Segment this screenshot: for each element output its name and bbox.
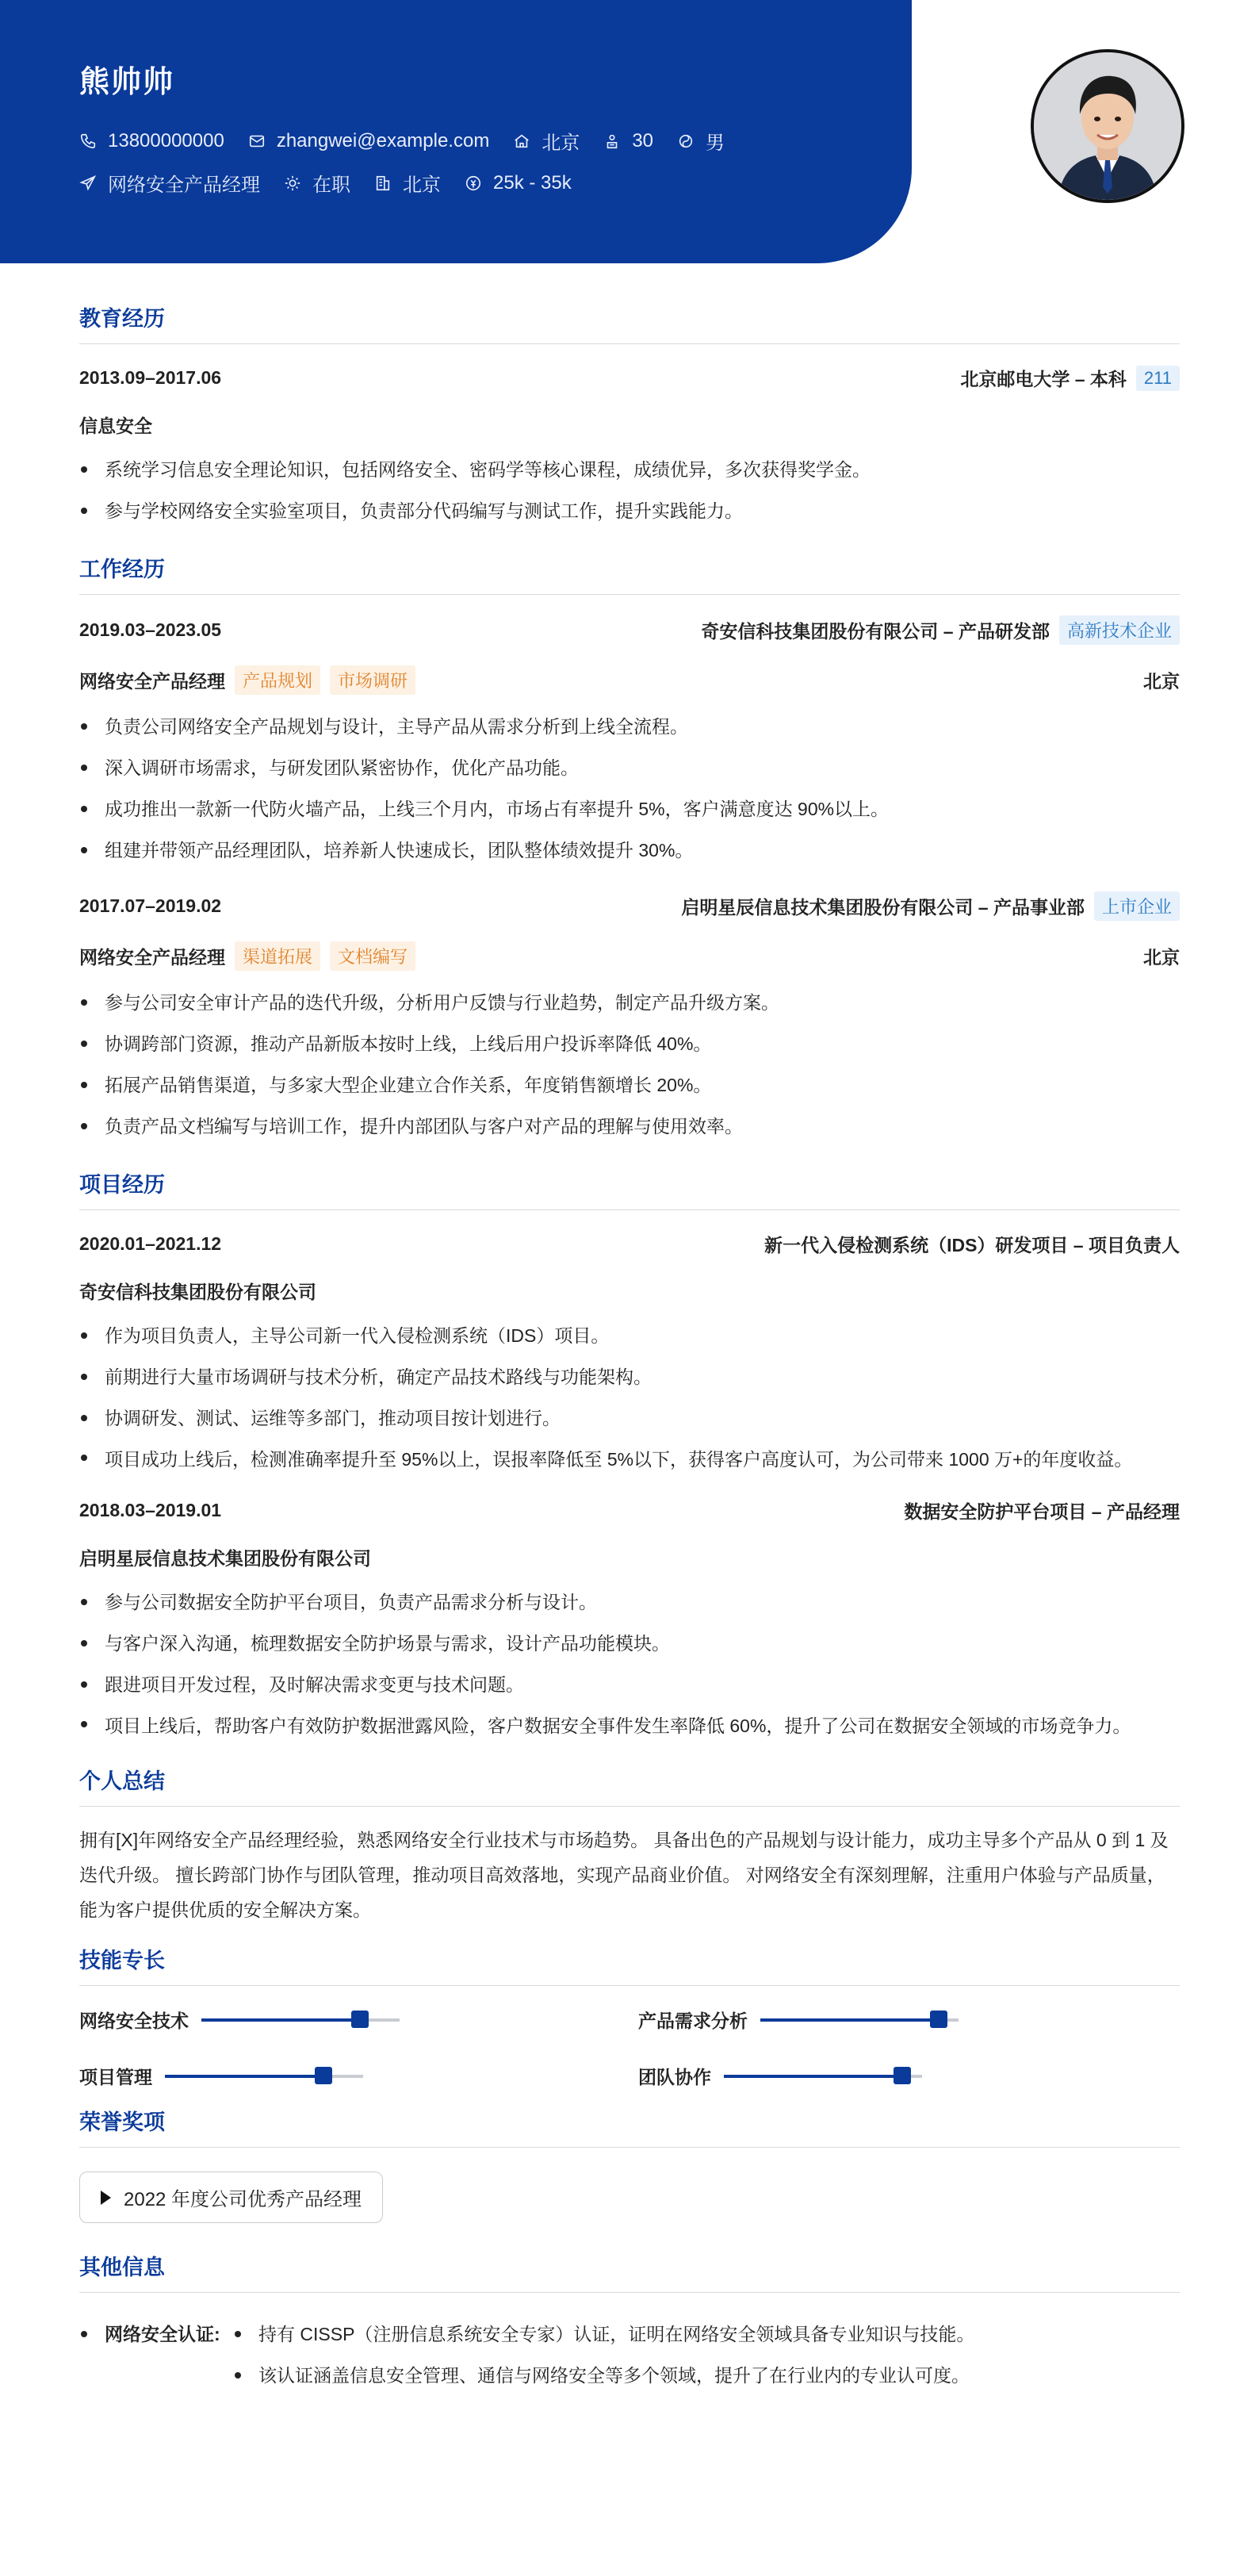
project-header-row	[79, 1497, 1180, 1524]
list-item: 前期进行大量市场调研与技术分析，确定产品技术路线与功能架构。	[105, 1356, 1180, 1397]
company-tag-badge: 上市企业	[1094, 891, 1180, 921]
list-item: 参与学校网络安全实验室项目，负责部分代码编写与测试工作，提升实践能力。	[105, 490, 1180, 531]
skill-bar	[724, 2075, 922, 2078]
education-section	[79, 301, 1180, 531]
project-company: 奇安信科技集团股份有限公司	[79, 1282, 316, 1302]
avatar	[1031, 49, 1184, 203]
work-city: 北京	[1143, 671, 1180, 692]
status-item	[284, 169, 350, 197]
project-name: 数据安全防护平台项目 – 产品经理	[904, 1501, 1180, 1522]
list-item: 参与公司安全审计产品的迭代升级，分析用户反馈与行业趋势，制定产品升级方案。	[105, 982, 1180, 1023]
skill-bar-knob	[315, 2067, 332, 2084]
work-header-row	[79, 891, 1180, 921]
work-bullets	[79, 706, 1180, 871]
awards-section	[79, 2105, 1180, 2234]
list-item: 与客户深入沟通，梳理数据安全防护场景与需求，设计产品功能模块。	[105, 1623, 1180, 1664]
gender-item	[677, 127, 725, 155]
education-header-row	[79, 365, 1180, 391]
work-bullets	[79, 982, 1180, 1147]
skill-item	[79, 2007, 638, 2033]
skill-bar-fill	[724, 2075, 902, 2078]
skill-item	[79, 2063, 638, 2089]
skill-item	[638, 2007, 1180, 2033]
skills-section	[79, 1943, 1180, 2089]
skill-name: 团队协作	[638, 2067, 711, 2087]
section-title-awards: 荣誉奖项	[79, 2105, 1180, 2148]
role-tag-badge: 渠道拓展	[235, 941, 320, 971]
list-item: 项目成功上线后，检测准确率提升至 95%以上，误报率降低至 5%以下，获得客户高度认可，为公司带来 1000 万+的年度收益。	[105, 1439, 1180, 1477]
send-icon	[79, 174, 97, 192]
other-section	[79, 2250, 1180, 2396]
work-role: 网络安全产品经理	[79, 671, 225, 692]
status-text: 在职	[312, 174, 350, 196]
list-item: 项目上线后，帮助客户有效防护数据泄露风险，客户数据安全事件发生率降低 60%，提升了公司在数据安全领域的市场竞争力。	[105, 1705, 1180, 1743]
education-school-group	[960, 365, 1180, 391]
skill-bar	[165, 2075, 363, 2078]
skills-grid	[79, 2007, 1180, 2089]
list-item: 成功推出一款新一代防火墙产品，上线三个月内，市场占有率提升 5%，客户满意度达 90%以上。	[105, 788, 1180, 830]
company-tag-badge: 高新技术企业	[1059, 615, 1180, 645]
age-text: 30	[632, 129, 654, 151]
header-banner	[0, 0, 912, 263]
section-title-summary: 个人总结	[79, 1764, 1180, 1807]
list-item: 参与公司数据安全防护平台项目，负责产品需求分析与设计。	[105, 1581, 1180, 1623]
list-item: 系统学习信息安全理论知识，包括网络安全、密码学等核心课程，成绩优异，多次获得奖学金。	[105, 449, 1180, 490]
work-date: 2019.03–2023.05	[79, 619, 222, 640]
email-item	[248, 130, 490, 152]
location-item	[513, 127, 580, 155]
summary-text: 拥有[X]年网络安全产品经理经验，熟悉网络安全行业技术与市场趋势。 具备出色的产品规划与设计能力，成功主导多个产品从 0 到 1 及迭代升级。 擅长跨部门协作与团队管理，推动项目高效落地，实现产品商业价值。 对网络安全有深刻理解，注重用户体验与产品质量，能为客户提供优质的安全解决方案。	[79, 1830, 1169, 1920]
city-text: 北京	[403, 174, 441, 196]
list-item: 作为项目负责人，主导公司新一代入侵检测系统（IDS）项目。	[105, 1315, 1180, 1356]
job-intent-row	[79, 169, 595, 197]
building-icon	[374, 174, 392, 192]
education-major-row	[79, 412, 1180, 438]
skill-bar	[201, 2018, 400, 2022]
section-title-other: 其他信息	[79, 2250, 1180, 2293]
project-bullets	[79, 1581, 1180, 1743]
other-key: 网络安全认证:	[79, 2313, 230, 2396]
education-date: 2013.09–2017.06	[79, 367, 222, 388]
work-role-group	[79, 941, 415, 971]
project-entry	[79, 1231, 1180, 1477]
other-info	[79, 2313, 1180, 2396]
list-item: 持有 CISSP（注册信息系统安全专家）认证，证明在网络安全领域具备专业知识与技能。	[258, 2313, 974, 2355]
project-company-row	[79, 1278, 1180, 1304]
project-bullets	[79, 1315, 1180, 1477]
list-item: 该认证涵盖信息安全管理、通信与网络安全等多个领域，提升了在行业内的专业认可度。	[258, 2355, 974, 2396]
project-date: 2018.03–2019.01	[79, 1500, 222, 1520]
school-tag-badge: 211	[1136, 366, 1180, 391]
education-entry	[79, 365, 1180, 531]
award-item[interactable]	[79, 2172, 383, 2223]
email-text: zhangwei@example.com	[276, 129, 490, 151]
job-item	[79, 169, 260, 197]
phone-icon	[79, 132, 97, 150]
skill-bar-fill	[165, 2075, 323, 2078]
work-section	[79, 552, 1180, 1147]
work-company-group	[681, 891, 1180, 921]
work-company-group	[701, 615, 1180, 645]
work-company: 奇安信科技集团股份有限公司 – 产品研发部	[701, 621, 1050, 642]
skill-name: 网络安全技术	[79, 2011, 189, 2031]
education-school: 北京邮电大学 – 本科	[960, 369, 1127, 389]
gender-text: 男	[706, 132, 725, 154]
section-title-projects: 项目经历	[79, 1167, 1180, 1210]
list-item: 拓展产品销售渠道，与多家大型企业建立合作关系，年度销售额增长 20%。	[105, 1064, 1180, 1106]
salary-text: 25k - 35k	[493, 171, 572, 194]
work-header-row	[79, 615, 1180, 645]
mail-icon	[248, 132, 266, 150]
skill-bar-fill	[201, 2018, 360, 2022]
list-item: 协调跨部门资源，推动产品新版本按时上线，上线后用户投诉率降低 40%。	[105, 1023, 1180, 1064]
skill-bar-knob	[351, 2011, 369, 2028]
city-item	[374, 169, 441, 197]
user-icon	[603, 132, 621, 150]
project-company-row	[79, 1544, 1180, 1570]
project-company: 启明星辰信息技术集团股份有限公司	[79, 1548, 371, 1569]
skill-name: 产品需求分析	[638, 2011, 748, 2031]
candidate-name: 熊帅帅	[79, 66, 175, 99]
home-icon	[513, 132, 530, 150]
contact-row	[79, 127, 748, 155]
role-tag-badge: 文档编写	[330, 941, 415, 971]
job-text: 网络安全产品经理	[108, 174, 260, 196]
skill-item	[638, 2063, 1180, 2089]
list-item: 负责产品文档编写与培训工作，提升内部团队与客户对产品的理解与使用效率。	[105, 1106, 1180, 1147]
skill-bar-fill	[760, 2018, 939, 2022]
age-item	[603, 130, 653, 152]
list-item: 负责公司网络安全产品规划与设计，主导产品从需求分析到上线全流程。	[105, 706, 1180, 747]
resume-body	[79, 286, 1180, 2396]
list-item: 协调研发、测试、运维等多部门，推动项目按计划进行。	[105, 1397, 1180, 1439]
section-title-work: 工作经历	[79, 552, 1180, 595]
work-city: 北京	[1143, 947, 1180, 968]
projects-section	[79, 1167, 1180, 1743]
award-text: 2022 年度公司优秀产品经理	[124, 2189, 362, 2210]
gear-icon	[284, 174, 301, 192]
work-role-row	[79, 941, 1180, 971]
skill-bar-knob	[930, 2011, 947, 2028]
other-list	[230, 2313, 974, 2396]
list-item: 跟进项目开发过程，及时解决需求变更与技术问题。	[105, 1664, 1180, 1705]
phone-item	[79, 130, 224, 152]
work-entry	[79, 891, 1180, 1147]
section-title-skills: 技能专长	[79, 1943, 1180, 1986]
project-entry	[79, 1497, 1180, 1743]
work-date: 2017.07–2019.02	[79, 895, 222, 916]
project-name: 新一代入侵检测系统（IDS）研发项目 – 项目负责人	[764, 1235, 1180, 1255]
role-tag-badge: 市场调研	[330, 665, 415, 695]
play-triangle-icon	[101, 2191, 111, 2205]
summary-section	[79, 1764, 1180, 1927]
location-text: 北京	[541, 132, 580, 154]
salary-item	[465, 172, 572, 194]
education-major: 信息安全	[79, 416, 152, 436]
project-header-row	[79, 1231, 1180, 1257]
gender-icon	[677, 132, 695, 150]
phone-text: 13800000000	[108, 129, 224, 151]
project-date: 2020.01–2021.12	[79, 1233, 222, 1254]
work-role-group	[79, 665, 415, 695]
skill-bar-knob	[894, 2067, 911, 2084]
skill-name: 项目管理	[79, 2067, 152, 2087]
education-bullets	[79, 449, 1180, 531]
coin-icon	[465, 174, 482, 192]
work-role-row	[79, 665, 1180, 695]
skill-bar	[760, 2018, 959, 2022]
list-item: 组建并带领产品经理团队，培养新人快速成长，团队整体绩效提升 30%。	[105, 830, 1180, 871]
list-item: 深入调研市场需求，与研发团队紧密协作，优化产品功能。	[105, 747, 1180, 788]
section-title-education: 教育经历	[79, 301, 1180, 344]
role-tag-badge: 产品规划	[235, 665, 320, 695]
work-company: 启明星辰信息技术集团股份有限公司 – 产品事业部	[681, 897, 1085, 918]
work-role: 网络安全产品经理	[79, 947, 225, 968]
work-entry	[79, 615, 1180, 871]
